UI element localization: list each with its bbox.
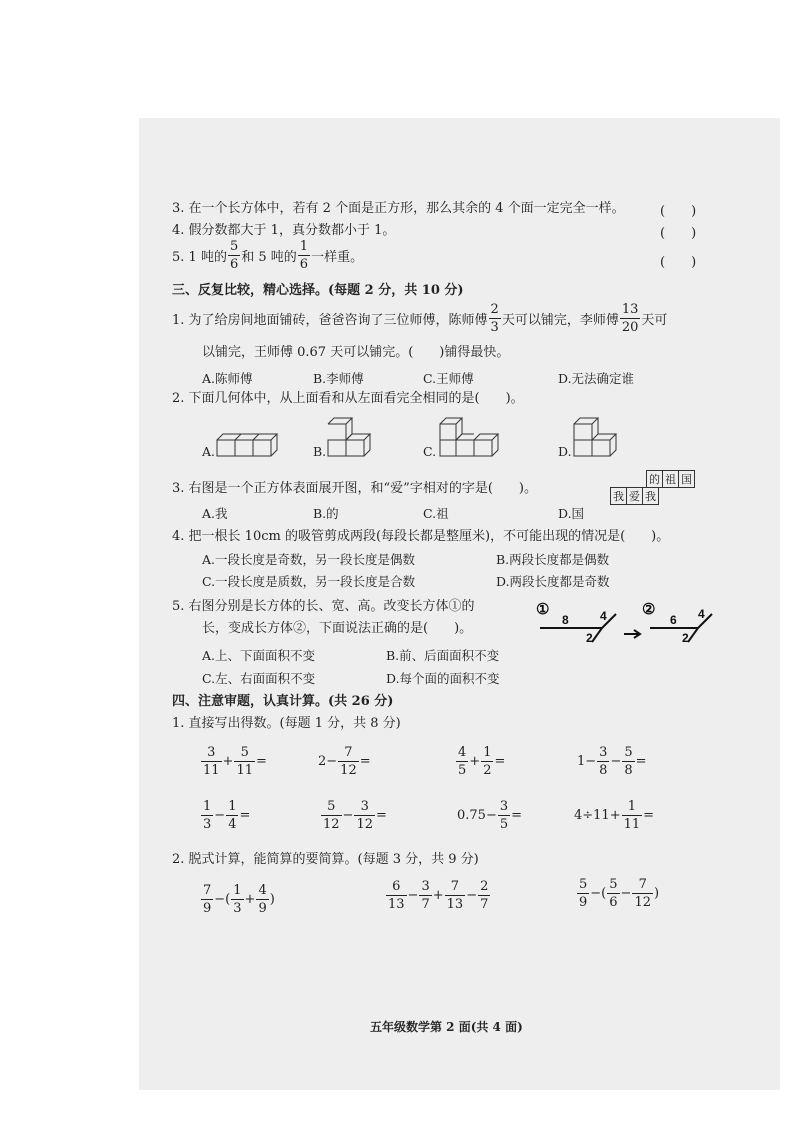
option[interactable]: C.祖: [423, 506, 449, 521]
option[interactable]: C.左、右面面积不变: [202, 671, 316, 686]
option[interactable]: A.陈师傅: [202, 371, 253, 386]
cuboid-edges-figure: [530, 600, 710, 650]
section-4-title: 四、注意审题，认真计算。(共 26 分): [172, 694, 394, 709]
edge-length: 8: [562, 613, 569, 627]
option[interactable]: B.的: [313, 506, 339, 521]
option[interactable]: D.: [558, 444, 572, 459]
option[interactable]: D.无法确定谁: [558, 371, 635, 386]
edge-length: 6: [670, 613, 677, 627]
sec4-q1: 1. 直接写出得数。(每题 1 分，共 8 分): [172, 716, 401, 731]
net-cell: 爱: [627, 488, 643, 505]
net-cell: 我: [611, 488, 627, 505]
cube-net-bottom: [610, 487, 659, 505]
net-cell: 的: [647, 471, 663, 488]
option[interactable]: C.一段长度是质数，另一段长度是合数: [202, 574, 416, 589]
edge-height: 4: [698, 607, 705, 621]
answer-paren[interactable]: ( ): [660, 204, 697, 219]
calc-item: 1− $\frac{3}{8}$ − $\frac{5}{8}$ =: [577, 745, 647, 778]
calc-item: 4÷11+ $\frac{1}{11}$ =: [574, 799, 655, 832]
calc-item: $\frac{5}{12}$ − $\frac{3}{12}$ =: [323, 799, 387, 832]
sec4-q2: 2. 脱式计算，能简算的要简算。(每题 3 分，共 9 分): [172, 852, 479, 867]
option[interactable]: B.前、后面面积不变: [386, 648, 500, 663]
cube-figure-b: [326, 412, 376, 458]
option[interactable]: B.两段长度都是偶数: [496, 552, 610, 567]
cube-figure-a: [215, 418, 275, 460]
step-calc-item: $\frac{6}{13}$ − $\frac{3}{7}$ + $\frac{7}{13}$ − $\frac{2}{7}$: [388, 879, 489, 912]
cube-net-top: [646, 470, 695, 488]
edge-width: 2: [682, 631, 689, 645]
net-cell: 我: [643, 488, 659, 505]
section-3-title: 三、反复比较，精心选择。(每题 2 分，共 10 分): [172, 283, 464, 298]
judge-q4: 4. 假分数都大于 1，真分数都小于 1。: [172, 223, 396, 238]
option[interactable]: D.两段长度都是奇数: [496, 574, 610, 589]
option[interactable]: C.: [423, 444, 437, 459]
net-cell: 祖: [663, 471, 679, 488]
judge-q5: 5. 1 吨的 $\frac{5}{6}$ 和 5 吨的 $\frac{1}{6}$ 一样重。: [172, 239, 364, 272]
edge-height: 4: [600, 609, 607, 623]
sec3-q4: 4. 把一根长 10cm 的吸管剪成两段(每段长都是整厘米)，不可能出现的情况是( )。: [172, 529, 670, 544]
cube-figure-d: [572, 412, 622, 458]
sec3-q5-line1: 5. 右图分别是长方体的长、宽、高。改变长方体①的: [172, 599, 475, 614]
option[interactable]: A.上、下面面积不变: [202, 648, 316, 663]
option[interactable]: D.国: [558, 506, 585, 521]
sec3-q3: 3. 右图是一个正方体表面展开图，和“爱”字相对的字是( )。: [172, 481, 537, 496]
answer-paren[interactable]: ( ): [660, 226, 697, 241]
step-calc-item: $\frac{5}{9}$ −( $\frac{5}{6}$ − $\frac{7}{12}$ ): [579, 877, 660, 910]
option[interactable]: C.王师傅: [423, 371, 474, 386]
answer-paren[interactable]: ( ): [660, 255, 697, 270]
option[interactable]: B.: [313, 444, 327, 459]
option[interactable]: D.每个面的面积不变: [386, 671, 500, 686]
figure-label-2: ②: [642, 601, 656, 618]
option[interactable]: A.一段长度是奇数，另一段长度是偶数: [202, 552, 416, 567]
calc-item: 0.75− $\frac{3}{5}$ =: [457, 799, 523, 832]
figure-label-1: ①: [536, 601, 550, 618]
step-calc-item: $\frac{7}{9}$ −( $\frac{1}{3}$ + $\frac{4}{9}$ ): [203, 883, 275, 916]
judge-q3: 3. 在一个长方体中，若有 2 个面是正方形，那么其余的 4 个面一定完全一样。: [172, 201, 625, 216]
option[interactable]: B.李师傅: [313, 371, 364, 386]
sec3-q1-line2: 以铺完，王师傅 0.67 天可以铺完。( )铺得最快。: [202, 345, 510, 360]
cube-figure-c: [438, 412, 498, 458]
page-footer: 五年级数学第 2 面(共 4 面): [370, 1020, 523, 1034]
calc-item: 2− $\frac{7}{12}$ =: [318, 745, 371, 778]
sec3-q5-line2: 长，变成长方体②，下面说法正确的是( )。: [202, 621, 473, 636]
sec3-q2: 2. 下面几何体中，从上面看和从左面看完全相同的是( )。: [172, 391, 524, 406]
option[interactable]: A.: [202, 444, 216, 459]
calc-item: $\frac{4}{5}$ + $\frac{1}{2}$ =: [458, 745, 506, 778]
sec3-q1: 1. 为了给房间地面铺砖，爸爸咨询了三位师傅，陈师傅 $\frac{2}{3}$ 天可以铺完，李师傅 $\frac{13}{20}$ 天可: [172, 302, 668, 335]
option[interactable]: A.我: [202, 506, 228, 521]
edge-width: 2: [586, 631, 593, 645]
calc-item: $\frac{1}{3}$ − $\frac{1}{4}$ =: [203, 799, 251, 832]
net-cell: 国: [679, 471, 695, 488]
calc-item: $\frac{3}{11}$ + $\frac{5}{11}$ =: [203, 745, 267, 778]
